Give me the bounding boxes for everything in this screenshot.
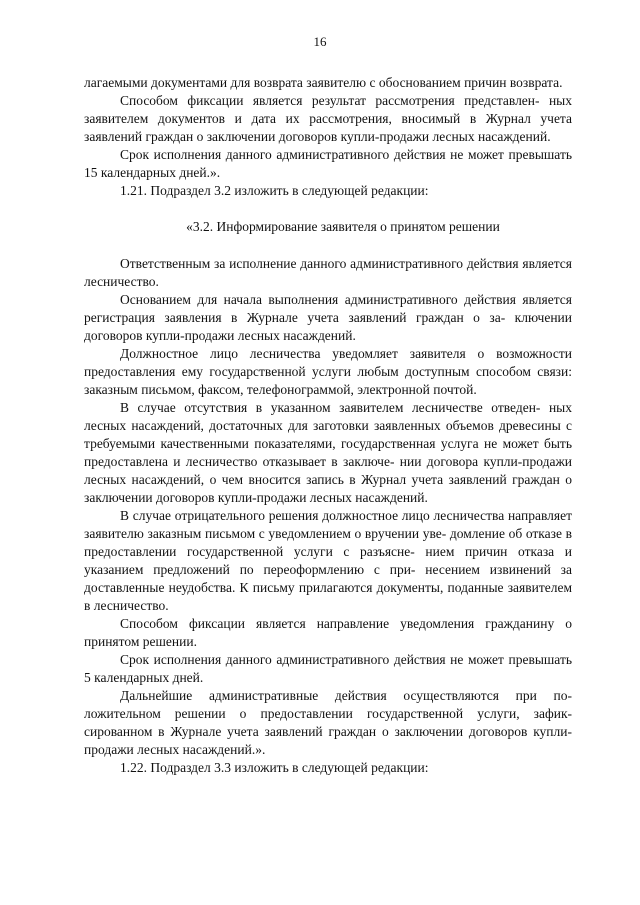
page-number: 16 [313,34,327,49]
paragraph-deadline-5-days: Срок исполнения данного административного действия не может превышать 5 календарных дней. [84,652,572,685]
paragraph-further-actions: Дальнейшие административные действия осуществляются при по- ложительном решении о предоставлении государственной услуги, зафик- сированном в Журнале учета заявлений граждан о заключении договоров купли-продажи лесных насаждений.». [84,688,572,757]
section-heading-3-2: «3.2. Информирование заявителя о принятом решении [186,219,500,234]
paragraph-fixation-notice: Способом фиксации является направление уведомления гражданину о принятом решении. [84,616,572,649]
paragraph-negative-decision: В случае отрицательного решения должностное лицо лесничества направляет заявителю заказным письмом с уведомлением о вручении уве- домление об отказе в предоставлении государственной услуги с разъясне- нием причин отказа и указанием предложений по переоформлению с при- несением извинений за доставленные неудобства. К письму прилагаются документы, поданные заявителем в лесничество. [84,508,572,613]
paragraph-amendment-1-21: 1.21. Подраздел 3.2 изложить в следующей редакции: [120,183,429,198]
paragraph-absence-case: В случае отсутствия в указанном заявителем лесничестве отведен- ных лесных насаждений, достаточных для заготовки заявленных объемов древесины с требуемыми качественными показателями, государственная услуга не может быть предоставлена и лесничество отказывает в заключе- нии договора купли-продажи лесных насаждений, о чем вносится запись в Журнал учета заявлений граждан о заключении договоров купли-продажи лесных насаждений. [84,400,572,505]
document-body [84,74,572,777]
paragraph-deadline-15-days: Срок исполнения данного административного действия не может превышать 15 календарных дней.». [84,147,572,180]
paragraph-responsible: Ответственным за исполнение данного административного действия является лесничество. [84,256,572,289]
paragraph-fixation-method: Способом фиксации является результат рассмотрения представлен- ных заявителем документов и дата их рассмотрения, вносимый в Журнал учета заявлений граждан о заключении договоров купли-продажи лесных насаждений. [84,93,572,144]
paragraph-basis: Основанием для начала выполнения административного действия является регистрация заявления в Журнале учета заявлений граждан о за- ключении договоров купли-продажи лесных насаждений. [84,292,572,343]
paragraph-notification: Должностное лицо лесничества уведомляет заявителя о возможности предоставления ему государственной услуги любым доступным способом связи: заказным письмом, факсом, телефонограммой, электронной почтой. [84,346,572,397]
paragraph-continuation: лагаемыми документами для возврата заявителю с обоснованием причин возврата. [84,75,563,90]
paragraph-amendment-1-22: 1.22. Подраздел 3.3 изложить в следующей редакции: [120,760,429,775]
